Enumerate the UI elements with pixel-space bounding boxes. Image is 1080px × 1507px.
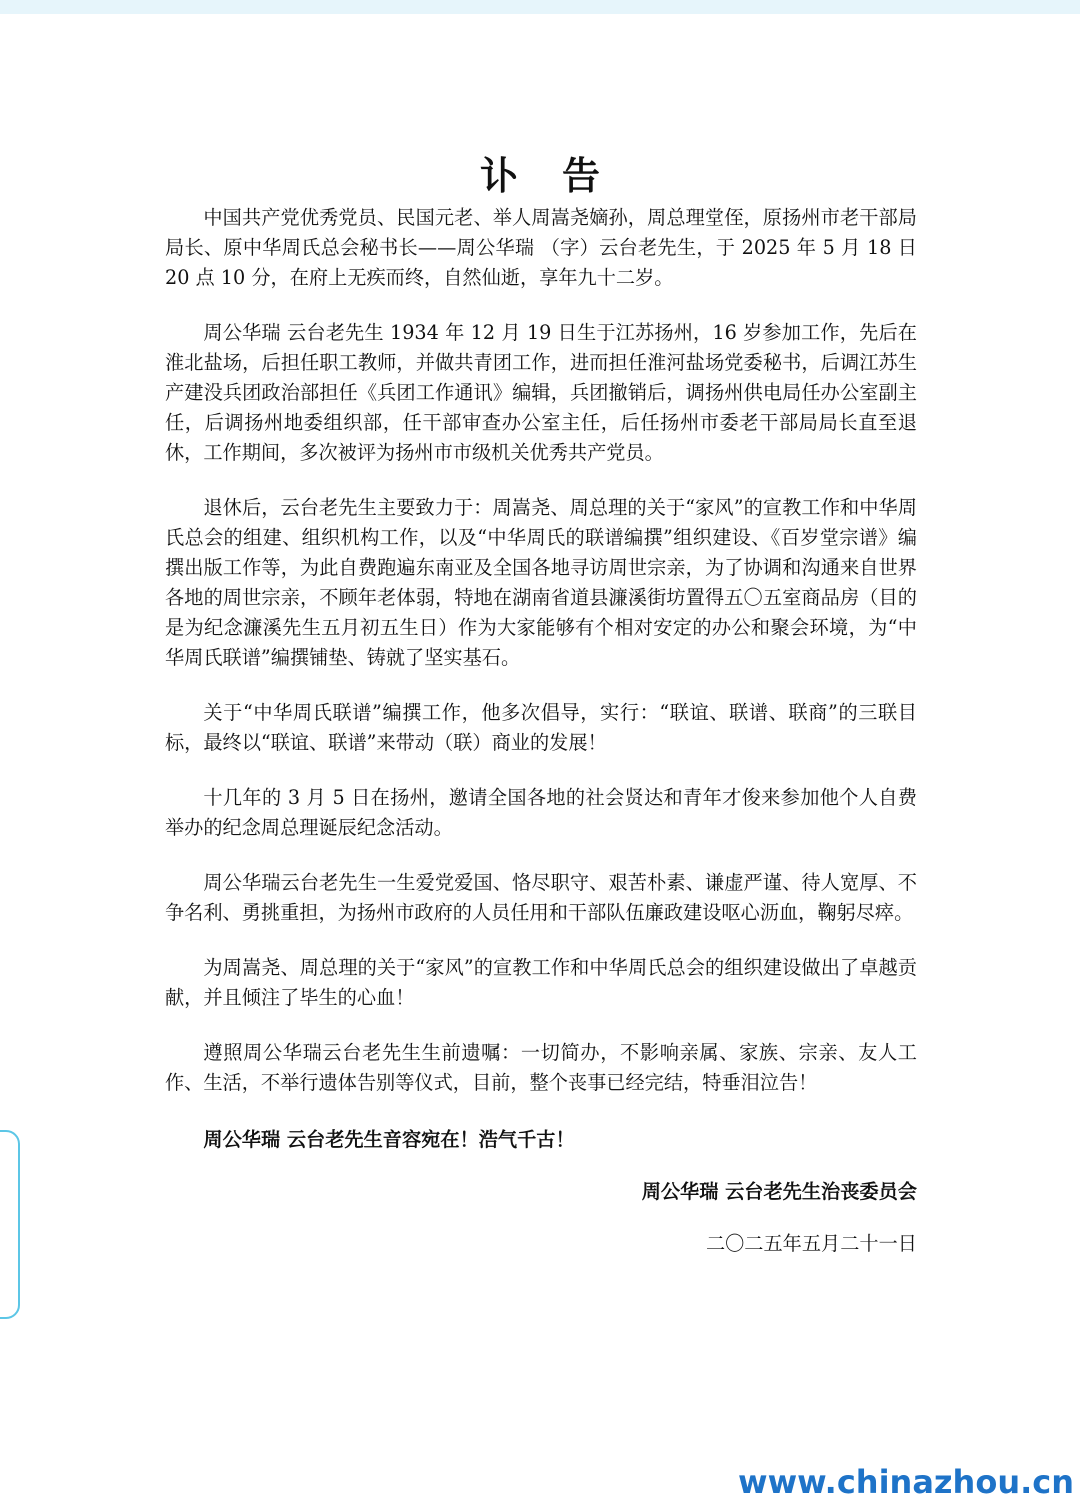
side-tab-handle[interactable] xyxy=(0,1130,20,1319)
paragraph-genealogy: 关于“中华周氏联谱”编撰工作，他多次倡导，实行：“联谊、联谱、联商”的三联目标，最终以“联谊、联谱”来带动（联）商业的发展！ xyxy=(165,701,917,754)
funeral-committee-signature: 周公华瑞 云台老先生治丧委员会 xyxy=(641,1180,917,1203)
top-margin-band xyxy=(0,0,1080,14)
tribute-line: 周公华瑞 云台老先生音容宛在！浩气千古！ xyxy=(203,1128,575,1151)
site-watermark: www.chinazhou.cn xyxy=(738,1463,1074,1501)
paragraph-retirement: 退休后，云台老先生主要致力于：周嵩尧、周总理的关于“家风”的宣教工作和中华周氏总会的组建、组织机构工作，以及“中华周氏的联谱编撰”组织建设、《百岁堂宗谱》编撰出版工作等，为此自费跑遍东南亚及全国各地寻访周世宗亲，为了协调和沟通来自世界各地的周世宗亲，不顾年老体弱，特地在湖南省道县濂溪街坊置得五〇五室商品房（目的是为纪念濂溪先生五月初五生日）作为大家能够有个相对安定的办公和聚会环境，为“中华周氏联谱”编撰铺垫、铸就了坚实基石。 xyxy=(165,496,917,669)
paragraph-will: 遵照周公华瑞云台老先生生前遗嘱：一切简办，不影响亲属、家族、宗亲、友人工作、生活，不举行遗体告别等仪式，目前，整个丧事已经完结，特垂泪泣告！ xyxy=(165,1041,917,1094)
paragraph-commemoration: 十几年的 3 月 5 日在扬州，邀请全国各地的社会贤达和青年才俊来参加他个人自费举办的纪念周总理诞辰纪念活动。 xyxy=(165,786,917,839)
obituary-title: 讣告 xyxy=(479,153,644,199)
obituary-body xyxy=(165,203,917,1259)
paragraph-character: 周公华瑞云台老先生一生爱党爱国、恪尽职守、艰苦朴素、谦虚严谨、待人宽厚、不争名利、勇挑重担，为扬州市政府的人员任用和干部队伍廉政建设呕心沥血，鞠躬尽瘁。 xyxy=(165,871,917,924)
paragraph-biography: 周公华瑞 云台老先生 1934 年 12 月 19 日生于江苏扬州，16 岁参加工作，先后在淮北盐场，后担任职工教师，并做共青团工作，进而担任淮河盐场党委秘书，后调江苏生产建没兵团政治部担任《兵团工作通讯》编辑，兵团撤销后，调扬州供电局任办公室副主任，后调扬州地委组织部，任干部审查办公室主任，后任扬州市委老干部局局长直至退休，工作期间，多次被评为扬州市市级机关优秀共产党员。 xyxy=(165,321,917,464)
obituary-date: 二〇二五年五月二十一日 xyxy=(705,1232,917,1255)
paragraph-intro: 中国共产党优秀党员、民国元老、举人周嵩尧嫡孙，周总理堂侄，原扬州市老干部局局长、原中华周氏总会秘书长——周公华瑞 （字）云台老先生，于 2025 年 5 月 18 日 20 点 10 分，在府上无疾而终，自然仙逝，享年九十二岁。 xyxy=(165,206,917,289)
paragraph-contribution: 为周嵩尧、周总理的关于“家风”的宣教工作和中华周氏总会的组织建设做出了卓越贡献，并且倾注了毕生的心血！ xyxy=(165,956,917,1009)
